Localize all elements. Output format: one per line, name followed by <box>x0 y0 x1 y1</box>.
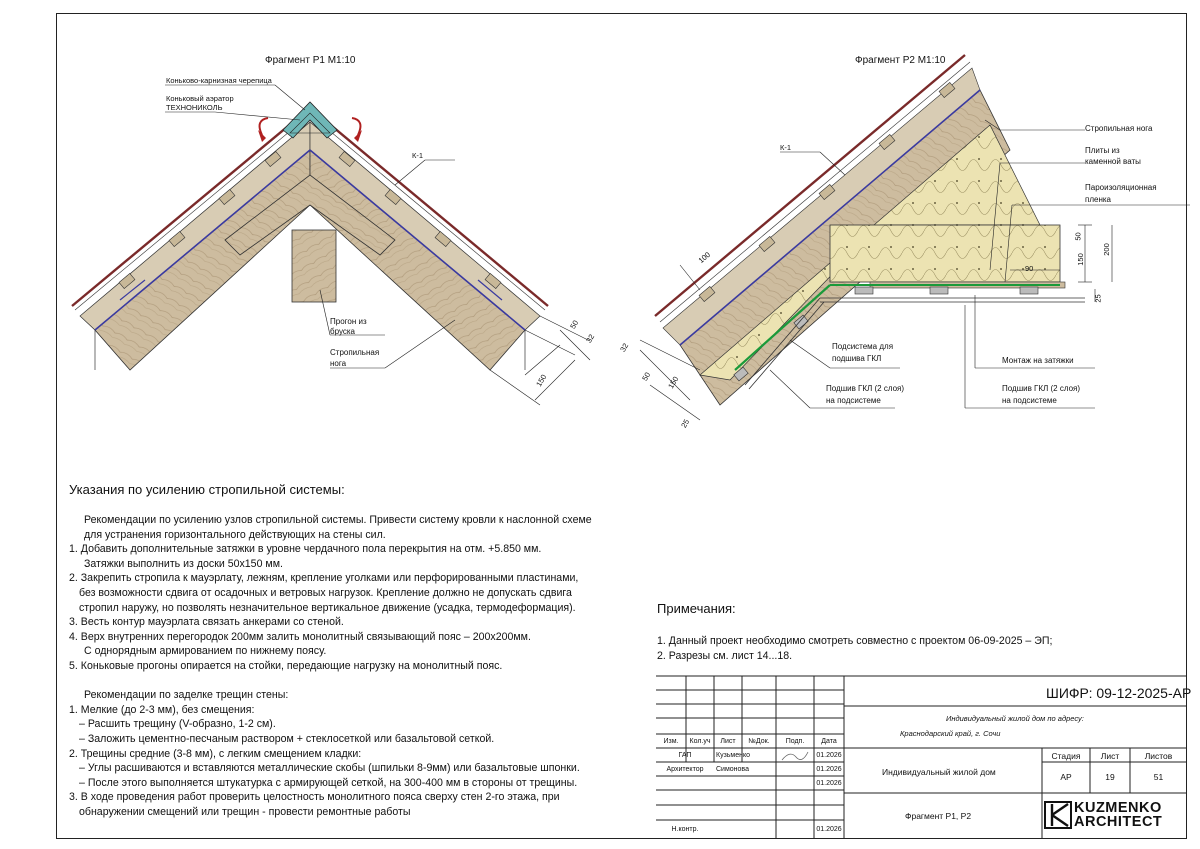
notes-line: – Заложить цементно-песчаным раствором + стеклосеткой или базальтовой сеткой. <box>79 732 495 745</box>
p1-label-ridge-tile: Коньково-карнизная черепица <box>166 76 272 85</box>
notes-heading: Указания по усилению стропильной системы: <box>69 482 345 497</box>
notes-line: обнаружении смещений или трещин - провести ремонтные работы <box>79 805 411 818</box>
stamp-h-izm: Изм. <box>663 738 679 745</box>
notes-line: 3. В ходе проведения работ проверить целостность монолитного пояса сверху стен 2-го этажа, при <box>69 791 560 804</box>
stamp-sheet: 19 <box>1105 772 1115 782</box>
stamp-r2-name: Симонова <box>716 766 749 773</box>
p1-label-rafter-1: Стропильная <box>330 348 380 357</box>
notes-line: Затяжки выполнить из доски 50х150 мм. <box>84 557 283 570</box>
fragment-p1-title: Фрагмент Р1 М1:10 <box>265 55 356 66</box>
p2-label-gkl-left-1: Подшив ГКЛ (2 слоя) <box>826 384 905 393</box>
remarks-line-1: 1. Данный проект необходимо смотреть совместно с проектом 06-09-2025 – ЭП; <box>657 635 1053 647</box>
fragment-p2-title: Фрагмент Р2 М1:10 <box>855 55 946 66</box>
p2-dim-90: 90 <box>1025 264 1034 273</box>
notes-line: для устранения горизонтального действующих на стены сил. <box>84 528 386 541</box>
notes-line: 3. Весть контур мауэрлата связать анкерами со стеной. <box>69 616 344 629</box>
notes-line: без возможности сдвига от осадочных и ветровых нагрузок. Крепление должно не допускать сдвига <box>79 586 572 599</box>
p2-dim-200: 200 <box>1101 243 1111 256</box>
p2-dim-150b: 150 <box>666 374 681 391</box>
stamp-r2-date: 01.2026 <box>816 766 842 773</box>
p2-label-vapor-2: пленка <box>1085 195 1111 204</box>
p1-dim-32: 32 <box>584 332 597 345</box>
stamp-r3-date: 01.2026 <box>816 780 842 787</box>
stamp-h-sign: Подп. <box>785 738 805 745</box>
stamp-object-2: Краснодарский край, г. Сочи <box>900 729 1001 738</box>
stamp-cipher: ШИФР: 09-12-2025-АР <box>1046 685 1192 701</box>
stamp-h-doc: №Док. <box>748 738 770 745</box>
p2-dim-50b: 50 <box>640 370 653 383</box>
notes-line: – После этого выполняется штукатурка с армирующей сеткой, на 300-400 мм в стороны от трещины. <box>79 776 578 789</box>
p1-label-rafter-2: нога <box>330 359 347 368</box>
p1-label-aerator-2: ТЕХНОНИКОЛЬ <box>166 103 223 112</box>
stamp-h-kol: Кол.уч <box>689 738 711 745</box>
stamp-sheet-h: Лист <box>1100 751 1120 761</box>
p2-label-vapor-1: Пароизоляционная <box>1085 183 1157 192</box>
p2-label-tie-mount: Монтаж на затяжки <box>1002 356 1074 365</box>
stamp-sheets: 51 <box>1153 772 1164 782</box>
notes-line: 4. Верх внутренних перегородок 200мм залить монолитный связывающий пояс – 200х200мм. <box>69 630 531 643</box>
p2-label-wool-2: каменной ваты <box>1085 157 1141 166</box>
p1-label-k1: К-1 <box>412 151 424 160</box>
stamp-stage-h: Стадия <box>1051 751 1081 761</box>
notes-line: 5. Коньковые прогоны опирается на стойки, передающие нагрузку на монолитный пояс. <box>69 659 503 672</box>
stamp-r1-date: 01.2026 <box>816 752 842 759</box>
p1-dim-150: 150 <box>534 372 549 389</box>
remarks-line-2: 2. Разрезы см. лист 14...18. <box>657 650 793 662</box>
notes-line: – Углы расшиваются и вставляются металлические скобы (шпильки 8-9мм) или базальтовые шпонки. <box>79 762 580 775</box>
p2-label-subsystem-2: подшива ГКЛ <box>832 354 882 363</box>
logo-text-1: KUZMENKO <box>1074 800 1162 816</box>
p2-dim-25b: 25 <box>679 417 692 430</box>
remarks-heading: Примечания: <box>657 601 736 616</box>
stamp-stage: АР <box>1060 772 1072 782</box>
stamp-h-date: Дата <box>821 738 837 745</box>
stamp-r4-role: Н.контр. <box>671 826 699 833</box>
notes-line: С однорядным армированием по нижнему поясу. <box>84 645 327 658</box>
notes-line: 1. Мелкие (до 2-3 мм), без смещения: <box>69 703 255 716</box>
p2-label-subsystem-1: Подсистема для <box>832 342 894 351</box>
logo-text-2: ARCHITECT <box>1074 814 1163 830</box>
notes-line: Рекомендации по заделке трещин стены: <box>84 689 289 702</box>
stamp-sheets-h: Листов <box>1144 751 1173 761</box>
p1-dim-50: 50 <box>568 318 581 331</box>
p1-label-aerator-1: Коньковый аэратор <box>166 94 234 103</box>
p2-dim-150: 150 <box>1075 253 1085 266</box>
p2-label-wool-1: Плиты из <box>1085 146 1120 155</box>
p2-dim-25: 25 <box>1093 294 1103 303</box>
stamp-h-list: Лист <box>720 738 736 745</box>
p2-dim-50: 50 <box>1073 232 1083 241</box>
p2-label-gkl-right-2: на подсистеме <box>1002 396 1057 405</box>
notes-line: – Расшить трещину (V-образно, 1-2 см). <box>79 718 276 731</box>
notes-line: 2. Закрепить стропила к мауэрлату, лежням, крепление уголками или перфорированными пластинами, <box>69 572 579 585</box>
notes-line: 1. Добавить дополнительные затяжки в уровне чердачного пола перекрытия на отм. +5.850 мм. <box>69 543 542 556</box>
notes-line: Рекомендации по усилению узлов стропильной системы. Привести систему кровли к наслонной схеме <box>84 514 592 526</box>
notes-line: стропил наружу, но позволять незначительное вертикальное движение (усадка, термодеформация). <box>79 601 576 614</box>
p2-dim-32: 32 <box>618 341 631 354</box>
stamp-sheet-name: Фрагмент Р1, Р2 <box>905 811 972 821</box>
p1-label-purlin-1: Прогон из <box>330 317 367 326</box>
stamp-r4-date: 01.2026 <box>816 826 842 833</box>
notes-line: 2. Трещины средние (3-8 мм), с легким смещением кладки: <box>69 747 362 760</box>
p2-dim-100: 100 <box>696 250 712 265</box>
p2-label-rafter: Стропильная нога <box>1085 124 1153 133</box>
stamp-object-1: Индивидуальный жилой дом по адресу: <box>946 714 1084 723</box>
p2-label-k1: К-1 <box>780 143 792 152</box>
p1-label-purlin-2: бруска <box>330 327 355 336</box>
stamp-r2-role: Архитектор <box>666 766 704 773</box>
stamp-r1-name: Кузьменко <box>716 752 751 759</box>
stamp-r1-role: ГАП <box>678 752 692 759</box>
p2-label-gkl-left-2: на подсистеме <box>826 396 881 405</box>
stamp-building: Индивидуальный жилой дом <box>882 767 996 777</box>
p2-label-gkl-right-1: Подшив ГКЛ (2 слоя) <box>1002 384 1081 393</box>
